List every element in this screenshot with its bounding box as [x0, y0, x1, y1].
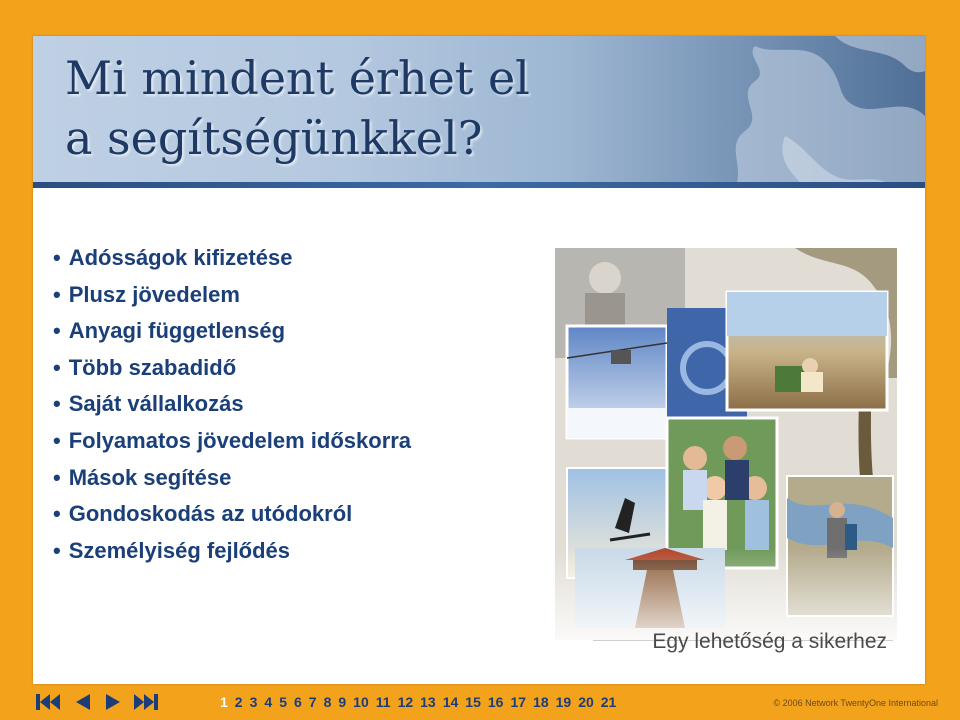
copyright-notice: © 2006 Network TwentyOne International — [773, 698, 938, 708]
page-link-16[interactable]: 16 — [487, 694, 504, 710]
list-item-text: Folyamatos jövedelem időskorra — [68, 427, 412, 453]
page-link-19[interactable]: 19 — [555, 694, 572, 710]
list-item — [53, 496, 411, 533]
title-line-1: Mi mindent érhet el — [65, 51, 530, 105]
list-item-text: Mások segítése — [68, 464, 232, 490]
last-slide-icon[interactable] — [132, 692, 160, 712]
page-number-list — [220, 694, 623, 710]
page-link-3[interactable]: 3 — [249, 694, 258, 710]
page-link-12[interactable]: 12 — [397, 694, 414, 710]
page-link-5[interactable]: 5 — [279, 694, 287, 710]
list-item — [53, 313, 411, 350]
page-link-4[interactable]: 4 — [264, 694, 273, 710]
bullet-icon: • — [53, 464, 61, 490]
first-slide-icon[interactable] — [34, 692, 62, 712]
list-item-text: Plusz jövedelem — [68, 281, 240, 307]
list-item — [53, 460, 411, 497]
bullet-icon: • — [53, 427, 61, 453]
bullet-icon: • — [53, 501, 61, 527]
list-item-text: Gondoskodás az utódokról — [68, 501, 353, 527]
slide-navigation-bar — [0, 686, 960, 720]
list-item — [53, 240, 411, 277]
header-underline — [33, 182, 925, 188]
list-item-text: Anyagi függetlenség — [68, 318, 286, 344]
slide — [33, 36, 925, 684]
page-link-18[interactable]: 18 — [533, 694, 549, 710]
page-link-20[interactable]: 20 — [578, 694, 594, 710]
page-link-21[interactable]: 21 — [600, 694, 617, 710]
bullet-icon: • — [53, 318, 61, 344]
title-line-2: a segítségünkkel? — [65, 111, 483, 165]
tagline: Egy lehetőség a sikerhez — [652, 630, 887, 653]
page-link-2[interactable]: 2 — [234, 694, 243, 710]
list-item-text: Több szabadidő — [68, 354, 237, 380]
list-item-text: Saját vállalkozás — [68, 391, 244, 417]
page-link-9[interactable]: 9 — [338, 694, 347, 710]
page-link-10[interactable]: 10 — [353, 694, 369, 710]
page-link-17[interactable]: 17 — [510, 694, 527, 710]
page-link-14[interactable]: 14 — [442, 694, 459, 710]
page-link-6[interactable]: 6 — [293, 694, 302, 710]
page-link-8[interactable]: 8 — [323, 694, 332, 710]
list-item — [53, 533, 411, 570]
list-item — [53, 423, 411, 460]
list-item — [53, 277, 411, 314]
benefits-list — [53, 240, 411, 569]
page-link-11[interactable]: 11 — [375, 694, 391, 710]
list-item — [53, 386, 411, 423]
bullet-icon: • — [53, 537, 61, 563]
next-slide-icon[interactable] — [104, 692, 122, 712]
previous-slide-icon[interactable] — [74, 692, 92, 712]
header-banner — [33, 36, 925, 188]
page-link-15[interactable]: 15 — [465, 694, 481, 710]
page-title — [65, 48, 530, 168]
europe-map-graphic — [505, 36, 925, 188]
bullet-icon: • — [53, 354, 61, 380]
page-link-1[interactable]: 1 — [220, 694, 228, 710]
list-item — [53, 350, 411, 387]
list-item-text: Adósságok kifizetése — [68, 245, 293, 270]
bullet-icon: • — [53, 391, 61, 417]
bullet-icon: • — [53, 245, 61, 270]
photo-collage-image — [555, 248, 897, 640]
page-link-7[interactable]: 7 — [308, 694, 317, 710]
bullet-icon: • — [53, 281, 61, 307]
list-item-text: Személyiség fejlődés — [68, 537, 291, 563]
page-link-13[interactable]: 13 — [420, 694, 436, 710]
